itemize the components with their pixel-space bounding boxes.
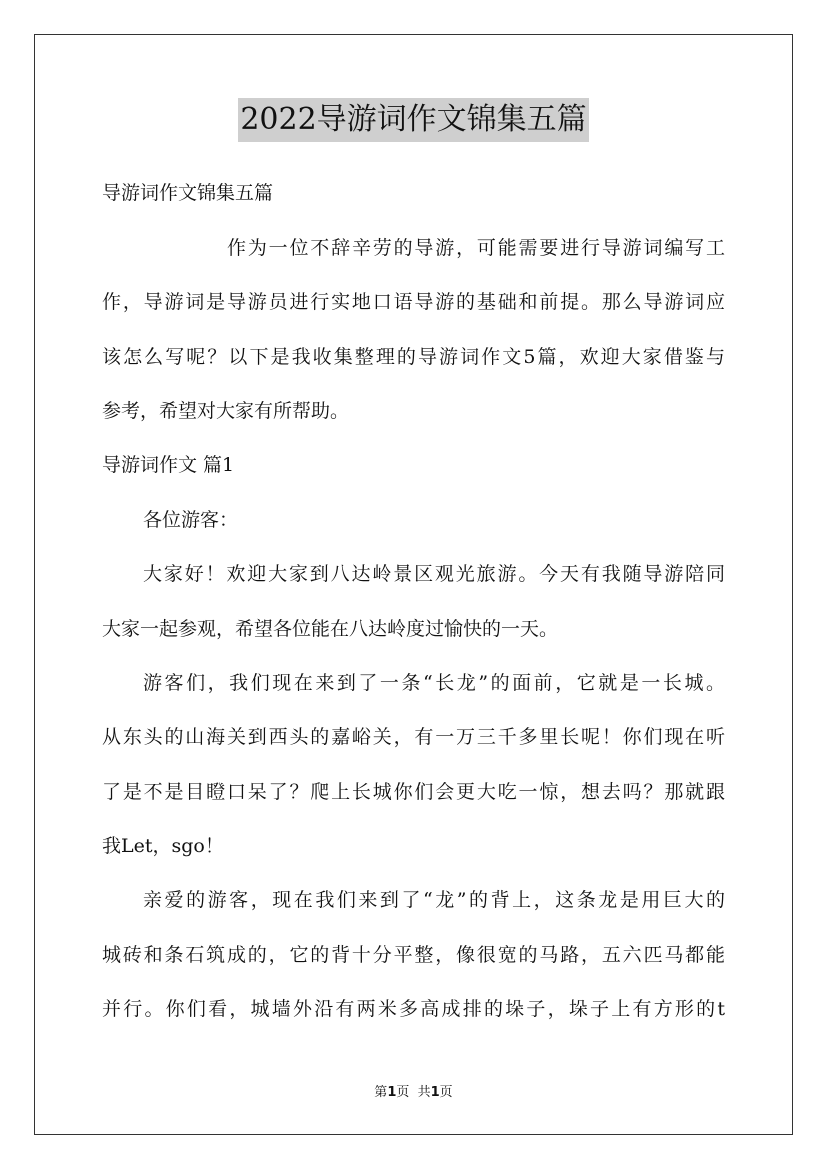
- para2-line-1: 游客们，我们现在来到了一条“长龙”的面前，它就是一长城。: [143, 672, 725, 694]
- para3-line-1: 亲爱的游客，现在我们来到了“龙”的背上，这条龙是用巨大的: [143, 889, 725, 911]
- intro-line-2: 作，导游词是导游员进行实地口语导游的基础和前提。那么导游词应: [102, 291, 725, 313]
- intro-line-1: 作为一位不辞辛劳的导游，可能需要进行导游词编写工: [227, 237, 725, 259]
- para3-line-3: 并行。你们看，城墙外沿有两米多高成排的垛子，垛子上有方形的t: [102, 998, 725, 1020]
- section-heading: 导游词作文 篇1: [102, 454, 235, 476]
- footer-page-number: 1: [387, 1085, 397, 1100]
- para1-line-1: 大家好！欢迎大家到八达岭景区观光旅游。今天有我随导游陪同: [143, 563, 725, 585]
- footer-prefix: 第: [374, 1085, 388, 1100]
- document-subtitle: 导游词作文锦集五篇: [102, 182, 274, 204]
- footer-suffix: 页: [439, 1085, 453, 1100]
- para2-line-2: 从东头的山海关到西头的嘉峪关，有一万三千多里长呢！你们现在听: [102, 726, 725, 748]
- para1-line-2: 大家一起参观，希望各位能在八达岭度过愉快的一天。: [102, 618, 559, 640]
- intro-line-4: 参考，希望对大家有所帮助。: [102, 400, 350, 422]
- para2-line-3: 了是不是目瞪口呆了？爬上长城你们会更大吃一惊，想去吗？那就跟: [102, 781, 725, 803]
- document-title: 2022导游词作文锦集五篇: [238, 98, 588, 142]
- footer-mid: 页 共: [396, 1085, 431, 1100]
- footer-total-pages: 1: [430, 1085, 440, 1100]
- para3-line-2: 城砖和条石筑成的，它的背十分平整，像很宽的马路，五六匹马都能: [102, 944, 725, 966]
- page-footer: [0, 1085, 827, 1101]
- intro-line-3: 该怎么写呢？以下是我收集整理的导游词作文5篇，欢迎大家借鉴与: [102, 346, 725, 368]
- greeting: 各位游客：: [143, 509, 239, 531]
- para2-line-4: 我Let，sgo！: [102, 835, 224, 857]
